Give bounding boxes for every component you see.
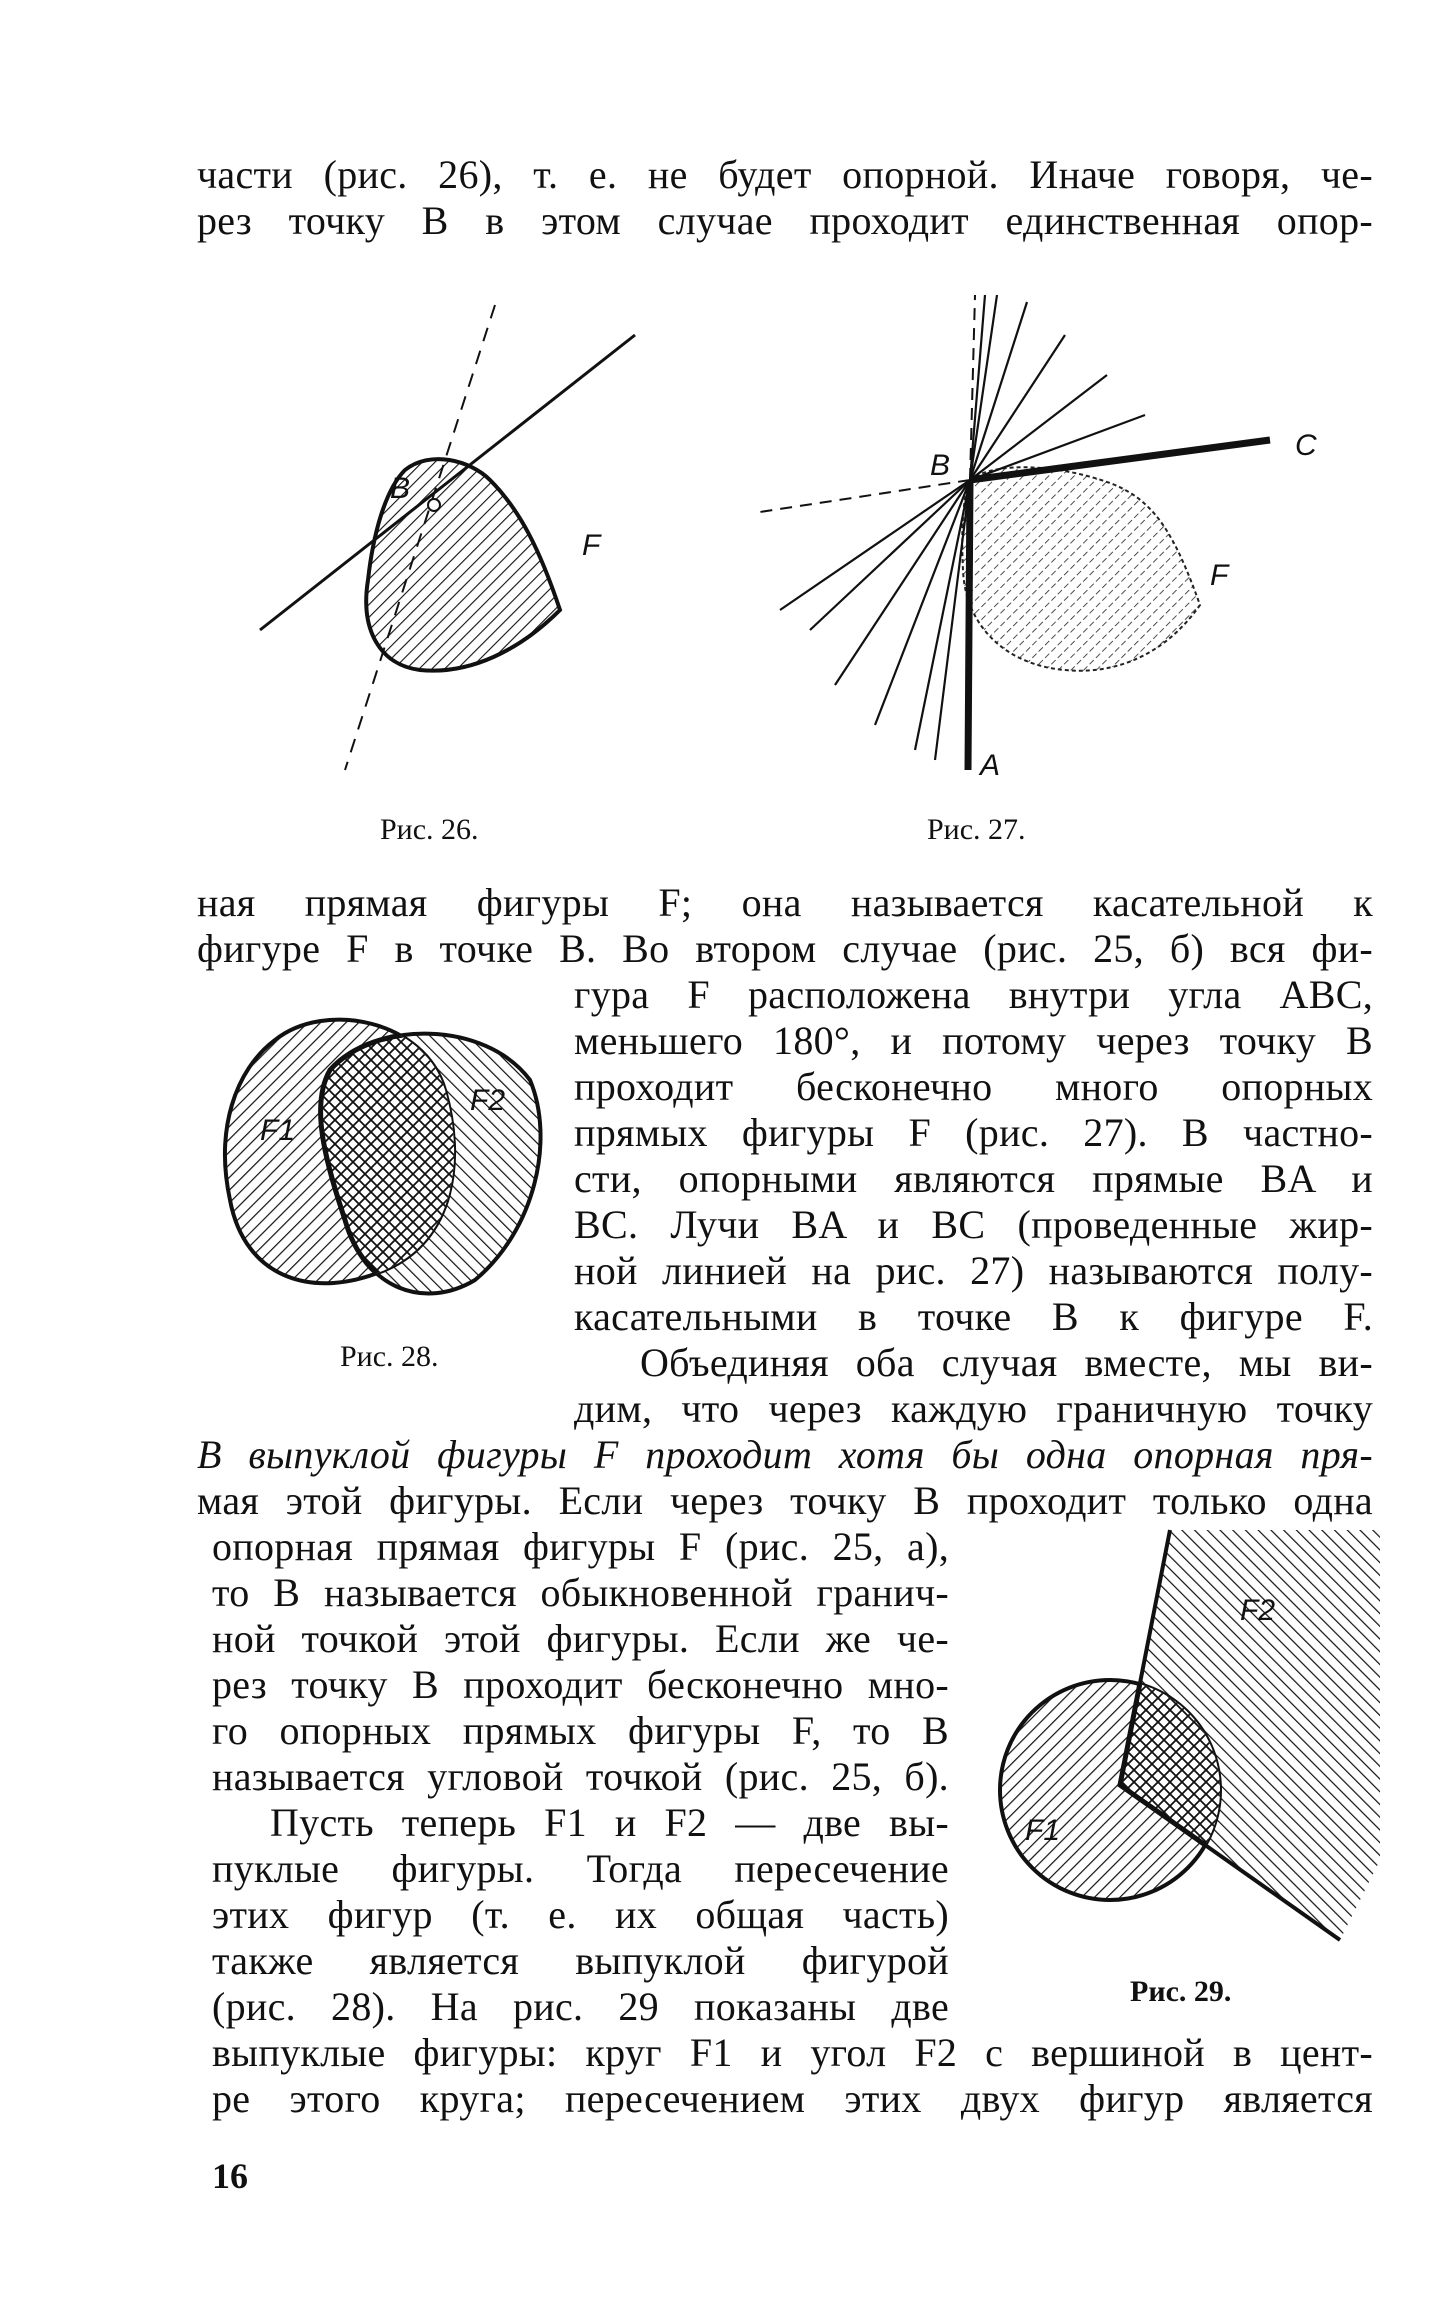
text-line: проходит бесконечно много опорных bbox=[574, 1064, 1373, 1109]
text-line: го опорных прямых фигуры F, то B bbox=[212, 1708, 949, 1753]
text-line: то B называется обыкновенной гранич- bbox=[212, 1570, 949, 1615]
text-line: мая этой фигуры. Если через точку B проходит только одна bbox=[197, 1478, 1373, 1523]
text-line: сти, опорными являются прямые BA и bbox=[574, 1156, 1373, 1201]
label-B: B bbox=[390, 472, 411, 505]
label-F: F bbox=[582, 529, 601, 562]
text-line: части (рис. 26), т. е. не будет опорной. Иначе говоря, че- bbox=[197, 152, 1373, 197]
text-line: выпуклые фигуры: круг F1 и угол F2 с вершиной в цент- bbox=[212, 2030, 1373, 2075]
page-number: 16 bbox=[212, 2156, 248, 2196]
label-F2: F2 bbox=[470, 1084, 506, 1117]
text-line: Пусть теперь F1 и F2 — две вы- bbox=[270, 1800, 949, 1845]
label-C: C bbox=[1295, 429, 1317, 462]
figure-28 bbox=[215, 1000, 555, 1310]
ray-BA bbox=[968, 480, 970, 770]
caption-fig26: Рис. 26. bbox=[380, 813, 479, 846]
figure-27-shape bbox=[962, 467, 1200, 670]
text-line: ная прямая фигуры F; она называется касательной к bbox=[197, 880, 1373, 925]
text-line: (рис. 28). На рис. 29 показаны две bbox=[212, 1984, 949, 2029]
text-line: также является выпуклой фигурой bbox=[212, 1938, 949, 1983]
text-line: называется угловой точкой (рис. 25, б). bbox=[212, 1754, 949, 1799]
text-line: прямых фигуры F (рис. 27). В частно- bbox=[574, 1110, 1373, 1155]
label-A: A bbox=[980, 749, 1001, 782]
text-line: B выпуклой фигуры F проходит хотя бы одна опорная пря- bbox=[197, 1432, 1373, 1477]
figure-26 bbox=[250, 290, 670, 780]
figure-27 bbox=[735, 280, 1355, 790]
text-line: касательными в точке B к фигуре F. bbox=[574, 1294, 1373, 1339]
text-line: BC. Лучи BA и BC (проведенные жир- bbox=[574, 1202, 1373, 1247]
text-line: рез точку B в этом случае проходит единственная опор- bbox=[197, 198, 1373, 243]
text-line: этих фигур (т. е. их общая часть) bbox=[212, 1892, 949, 1937]
text-line: рез точку B проходит бесконечно мно- bbox=[212, 1662, 949, 1707]
text-line: гура F расположена внутри угла ABC, bbox=[574, 972, 1373, 1017]
text-line: опорная прямая фигуры F (рис. 25, а), bbox=[212, 1524, 949, 1569]
text-line: ре этого круга; пересечением этих двух фигур является bbox=[212, 2076, 1373, 2121]
text-line: ной линией на рис. 27) называются полу- bbox=[574, 1248, 1373, 1293]
label-F2: F2 bbox=[1240, 1594, 1276, 1627]
caption-fig28: Рис. 28. bbox=[340, 1340, 439, 1373]
caption-fig29: Рис. 29. bbox=[1130, 1975, 1232, 2008]
label-F1: F1 bbox=[260, 1114, 296, 1147]
text-line: ной точкой этой фигуры. Если же че- bbox=[212, 1616, 949, 1661]
text-line: Объединяя оба случая вместе, мы ви- bbox=[640, 1340, 1373, 1385]
caption-fig27: Рис. 27. bbox=[927, 813, 1026, 846]
label-F1: F1 bbox=[1025, 1814, 1061, 1847]
text-line: пуклые фигуры. Тогда пересечение bbox=[212, 1846, 949, 1891]
figure-29 bbox=[990, 1530, 1380, 1950]
text-line: меньшего 180°, и потому через точку B bbox=[574, 1018, 1373, 1063]
label-F: F bbox=[1210, 559, 1229, 592]
text-line: дим, что через каждую граничную точку bbox=[574, 1386, 1373, 1431]
text-line: фигуре F в точке B. Во втором случае (рис. 25, б) вся фи- bbox=[197, 926, 1373, 971]
label-B: B bbox=[930, 449, 951, 482]
